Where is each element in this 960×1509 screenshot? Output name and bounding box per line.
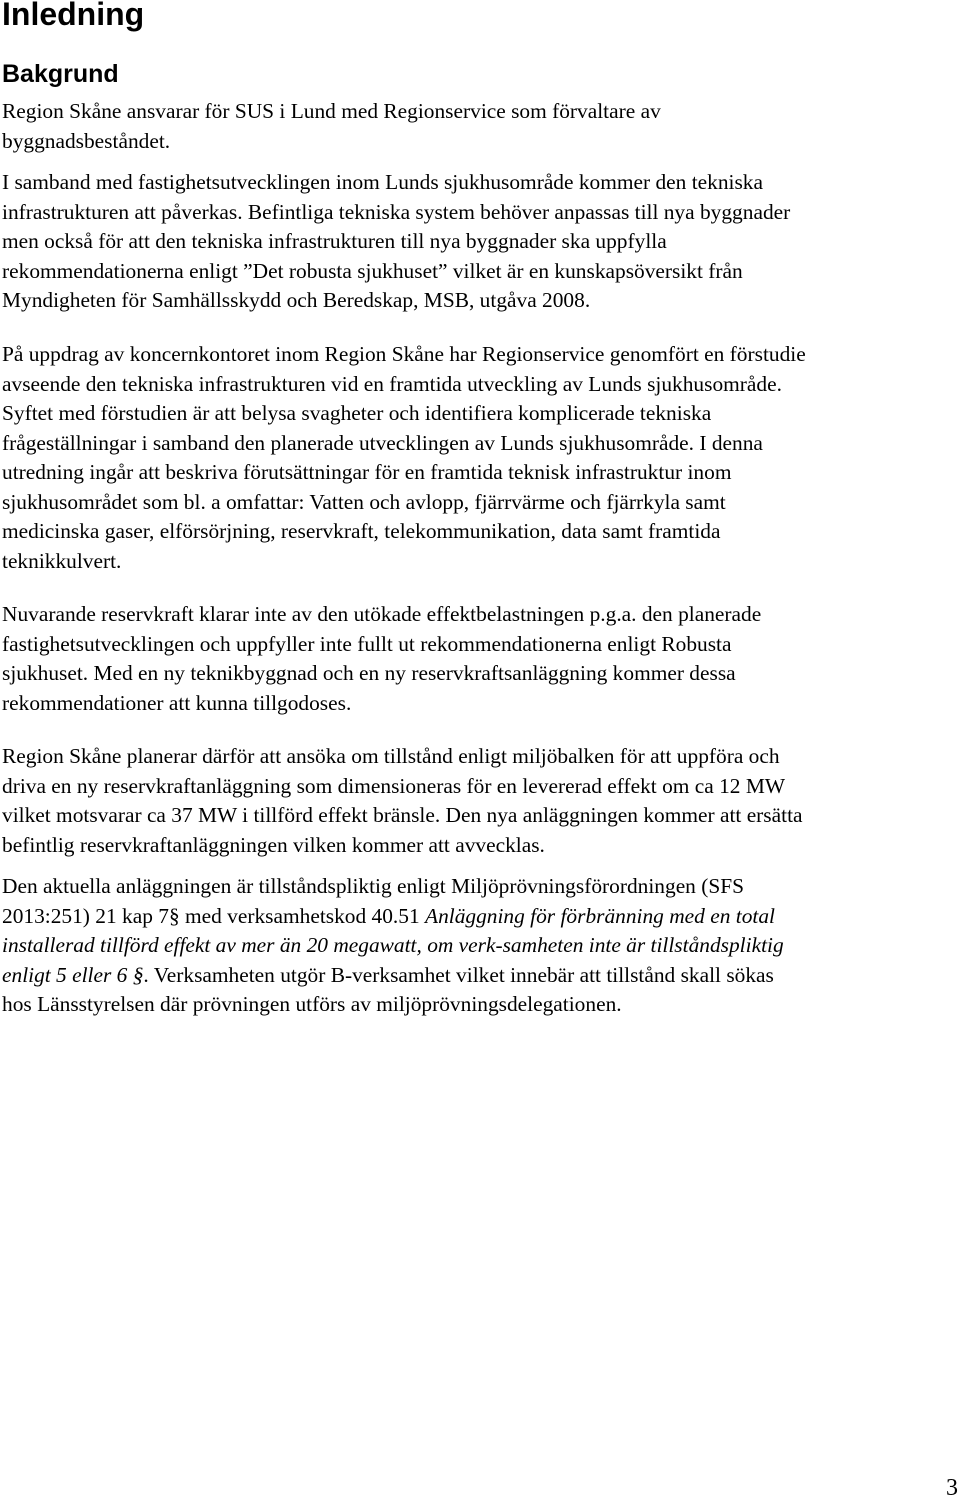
text-line: sjukhuset. Med en ny teknikbyggnad och en ny reservkraftsanläggning kommer dessa [2, 661, 736, 685]
text-line: medicinska gaser, elförsörjning, reservkraft, telekommunikation, data samt framtida [2, 519, 721, 543]
text-line: rekommendationer att kunna tillgodoses. [2, 690, 352, 715]
text-line: driva en ny reservkraftanläggning som dimensioneras för en levererad effekt om ca 12 MW [2, 773, 786, 798]
text-line: Nuvarande reservkraft klarar inte av den utökade effektbelastningen p.g.a. den planerade [2, 602, 762, 626]
text-line: byggnadsbeståndet. [2, 128, 171, 153]
text-line: avseende den tekniska infrastrukturen vid en framtida utveckling av Lunds sjukhusområde. [2, 371, 782, 396]
text-line: Syftet med förstudien är att belysa svagheter och identifiera komplicerade tekniska [2, 401, 712, 425]
text-line: Myndigheten för Samhällsskydd och Beredskap, MSB, utgåva 2008. [2, 288, 591, 312]
paragraph-permit-obligation [2, 872, 960, 1020]
paragraph-infrastructure [2, 168, 960, 316]
paragraph-responsibility [2, 97, 960, 156]
paragraph-reserve-power [2, 600, 960, 718]
text-line: På uppdrag av koncernkontoret inom Region Skåne har Regionservice genomfört en förstudie [2, 342, 806, 366]
paragraph-permit-application [2, 742, 960, 860]
text-line: Region Skåne ansvarar för SUS i Lund med Regionservice som förvaltare av [2, 99, 661, 123]
text-line: rekommendationerna enligt ”Det robusta sjukhuset” vilket är en kunskapsöversikt från [2, 258, 743, 283]
page-number: 3 [946, 1475, 958, 1501]
text-line [2, 931, 960, 961]
text-line: Den aktuella anläggningen är tillståndspliktig enligt Miljöprövningsförordningen (SFS [2, 874, 745, 898]
text-line: vilket motsvarar ca 37 MW i tillförd effekt bränsle. Den nya anläggningen kommer att ersätta [2, 803, 803, 827]
text-line: teknikkulvert. [2, 548, 122, 573]
section-heading: Inledning [2, 0, 145, 32]
text-line: hos Länsstyrelsen där prövningen utförs av miljöprövningsdelegationen. [2, 992, 622, 1016]
text-segment: . Verksamheten utgör B-verksamhet vilket innebär att tillstånd skall sökas [143, 962, 774, 987]
text-line: frågeställningar i samband den planerade utvecklingen av Lunds sjukhusområde. I denna [2, 430, 763, 455]
text-line: I samband med fastighetsutvecklingen inom Lunds sjukhusområde kommer den tekniska [2, 170, 763, 194]
text-line: sjukhusområdet som bl. a omfattar: Vatten och avlopp, fjärrvärme och fjärrkyla samt [2, 489, 726, 514]
regulation-citation: installerad tillförd effekt av mer än 20 megawatt, om verk-samheten inte är tillståndspliktig [2, 933, 784, 957]
text-line: fastighetsutvecklingen och uppfyller inte fullt ut rekommendationerna enligt Robusta [2, 631, 732, 656]
text-line [2, 961, 960, 991]
text-line: men också för att den tekniska infrastrukturen till nya byggnader ska uppfylla [2, 229, 667, 253]
text-line [2, 902, 960, 932]
paragraph-prestudy [2, 340, 960, 576]
text-line: Region Skåne planerar därför att ansöka om tillstånd enligt miljöbalken för att uppföra och [2, 744, 780, 768]
regulation-citation: enligt 5 eller 6 § [2, 962, 144, 987]
subsection-heading: Bakgrund [2, 60, 119, 88]
text-line: infrastrukturen att påverkas. Befintliga tekniska system behöver anpassas till nya byggnader [2, 199, 791, 224]
text-line: befintlig reservkraftanläggningen vilken kommer att avvecklas. [2, 832, 545, 857]
text-line: utredning ingår att beskriva förutsättningar för en framtida teknisk infrastruktur inom [2, 460, 732, 484]
regulation-citation: Anläggning för förbränning med en total [425, 903, 775, 928]
text-segment: 2013:251) 21 kap 7§ med verksamhetskod 40.51 [2, 903, 425, 928]
